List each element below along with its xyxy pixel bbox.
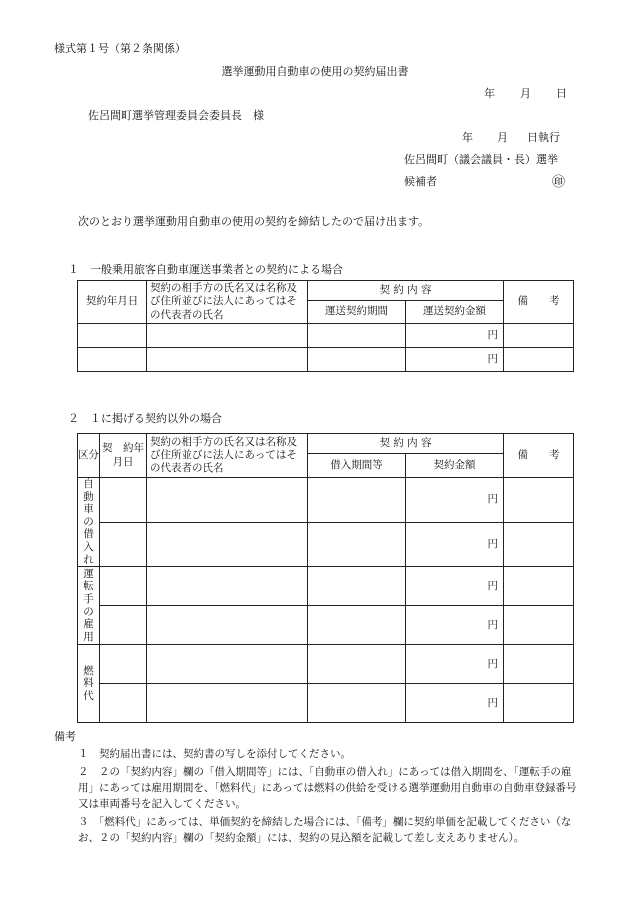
s2-header-kubun: 区分	[78, 434, 100, 478]
s2-cell-amount[interactable]: 円	[406, 684, 504, 723]
s2-cell-date[interactable]	[100, 606, 147, 645]
s2-cell-party[interactable]	[147, 606, 308, 645]
note-item-1: １ 契約届出書には、契約書の写しを添付してください。	[78, 748, 351, 760]
date-day: 日	[556, 87, 567, 100]
s2-category-vehicle: 自動車の借入れ	[78, 478, 100, 567]
election-month: 月	[497, 131, 508, 144]
s1-header-date: 契約年月日	[78, 281, 147, 324]
s1-header-amount: 運送契約金額	[406, 301, 504, 324]
s1-header-remarks: 備 考	[504, 281, 574, 324]
s2-cell-period[interactable]	[308, 478, 406, 523]
s1-header-contract: 契 約 内 容	[308, 281, 504, 301]
s1-cell-amount[interactable]: 円	[406, 348, 504, 372]
s2-cell-remarks[interactable]	[504, 606, 574, 645]
note-item-3: ３ 「燃料代」にあっては、単価契約を締結した場合には、「備考」欄に契約単価を記載してください（なお、２の「契約内容」欄の「契約金額」には、契約の見込額を記載して差し支えありません）。	[78, 816, 572, 844]
s1-cell-date[interactable]	[78, 348, 147, 372]
s2-cell-amount[interactable]: 円	[406, 567, 504, 606]
s2-cell-date[interactable]	[100, 478, 147, 523]
s2-cell-remarks[interactable]	[504, 522, 574, 567]
s2-cell-remarks[interactable]	[504, 478, 574, 523]
form-number: 様式第１号（第２条関係）	[54, 42, 186, 55]
s2-cell-period[interactable]	[308, 606, 406, 645]
s2-cell-party[interactable]	[147, 478, 308, 523]
s2-cell-amount[interactable]: 円	[406, 645, 504, 684]
notes-heading: 備考	[54, 730, 76, 743]
s2-cell-amount[interactable]: 円	[406, 522, 504, 567]
section2-table	[77, 433, 574, 723]
s2-header-date: 契 約年月日	[100, 434, 147, 478]
section1-table	[77, 280, 574, 372]
s2-cell-party[interactable]	[147, 684, 308, 723]
date-month: 月	[520, 87, 531, 100]
s1-cell-party[interactable]	[147, 348, 308, 372]
s2-cell-amount[interactable]: 円	[406, 478, 504, 523]
s2-cell-remarks[interactable]	[504, 645, 574, 684]
s1-cell-amount[interactable]: 円	[406, 324, 504, 348]
s1-cell-remarks[interactable]	[504, 348, 574, 372]
s2-header-remarks: 備 考	[504, 434, 574, 478]
candidate-label: 候補者	[404, 175, 437, 188]
s2-cell-remarks[interactable]	[504, 567, 574, 606]
s2-cell-period[interactable]	[308, 567, 406, 606]
s1-cell-remarks[interactable]	[504, 324, 574, 348]
s1-header-party: 契約の相手方の氏名又は名称及び住所並びに法人にあってはその代表者の氏名	[147, 281, 308, 324]
s2-category-fuel: 燃料代	[78, 645, 100, 723]
election-year: 年	[462, 131, 473, 144]
s2-cell-party[interactable]	[147, 522, 308, 567]
s2-cell-party[interactable]	[147, 645, 308, 684]
section1-heading: １ 一般乗用旅客自動車運送事業者との契約による場合	[68, 263, 343, 276]
s2-header-amount: 契約金額	[406, 454, 504, 478]
s2-cell-date[interactable]	[100, 645, 147, 684]
s1-cell-party[interactable]	[147, 324, 308, 348]
s2-cell-period[interactable]	[308, 684, 406, 723]
s2-cell-period[interactable]	[308, 522, 406, 567]
s2-header-party: 契約の相手方の氏名又は名称及び住所並びに法人にあってはその代表者の氏名	[147, 434, 308, 478]
date-year: 年	[484, 87, 495, 100]
s1-cell-period[interactable]	[308, 324, 406, 348]
note-item-2: ２ ２の「契約内容」欄の「借入期間等」には、「自動車の借入れ」にあっては借入期間を、「運転手の雇用」にあっては雇用期間を、「燃料代」にあっては燃料の供給を受ける選挙運動用自動車の自動車登録番号又は車両番号を記入してください。	[78, 766, 577, 810]
election-exec: 日執行	[527, 131, 560, 144]
s2-category-driver: 運転手の雇用	[78, 567, 100, 645]
s2-cell-date[interactable]	[100, 567, 147, 606]
addressee: 佐呂間町選挙管理委員会委員長 様	[88, 109, 264, 122]
s2-cell-remarks[interactable]	[504, 684, 574, 723]
election-name: 佐呂間町（議会議員・長）選挙	[404, 153, 558, 166]
s1-cell-date[interactable]	[78, 324, 147, 348]
s2-cell-date[interactable]	[100, 522, 147, 567]
s1-cell-period[interactable]	[308, 348, 406, 372]
s2-cell-date[interactable]	[100, 684, 147, 723]
s2-cell-party[interactable]	[147, 567, 308, 606]
s1-header-period: 運送契約期間	[308, 301, 406, 324]
s2-header-period: 借入期間等	[308, 454, 406, 478]
s2-cell-period[interactable]	[308, 645, 406, 684]
s2-header-contract: 契 約 内 容	[308, 434, 504, 454]
seal-mark: ㊞	[552, 175, 566, 190]
page-title: 選挙運動用自動車の使用の契約届出書	[221, 65, 409, 78]
section2-heading: ２ １に掲げる契約以外の場合	[68, 412, 222, 425]
s2-cell-amount[interactable]: 円	[406, 606, 504, 645]
intro-text: 次のとおり選挙運動用自動車の使用の契約を締結したので届け出ます。	[78, 215, 430, 228]
